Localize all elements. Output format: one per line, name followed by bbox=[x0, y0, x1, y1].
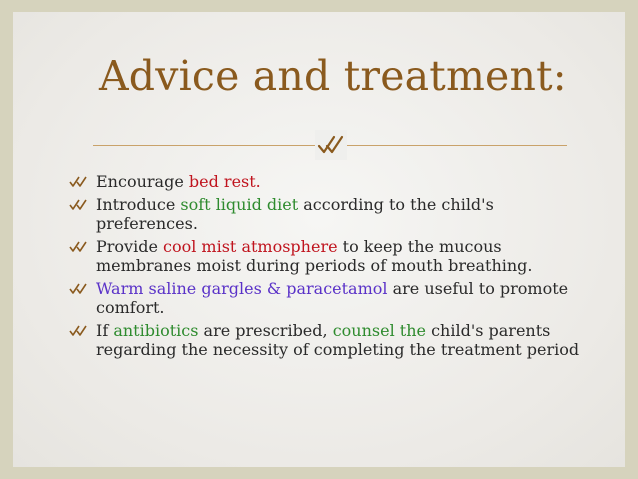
highlight-text: bed rest. bbox=[188, 172, 261, 191]
double-check-ornament-icon bbox=[315, 130, 347, 160]
double-check-bullet-icon bbox=[69, 199, 91, 211]
item-text: to keep the mucous membranes moist during periods of mouth breathing. bbox=[96, 236, 533, 275]
highlight-text: counsel the bbox=[332, 320, 426, 340]
highlight-text: Warm saline gargles & paracetamol bbox=[96, 278, 388, 298]
highlight-text: soft liquid diet bbox=[180, 194, 299, 214]
item-text: are prescribed, bbox=[198, 320, 333, 340]
list-item bbox=[69, 195, 589, 234]
double-check-bullet-icon bbox=[69, 283, 91, 295]
list-item bbox=[69, 321, 589, 360]
double-check-bullet-icon bbox=[69, 325, 91, 337]
item-text: If bbox=[96, 320, 114, 340]
advice-list bbox=[69, 172, 589, 363]
item-text: Encourage bbox=[96, 172, 189, 191]
list-item bbox=[69, 237, 589, 276]
highlight-text: antibiotics bbox=[113, 320, 199, 340]
item-text: Provide bbox=[96, 236, 163, 256]
slide bbox=[13, 12, 625, 467]
double-check-bullet-icon bbox=[69, 176, 91, 188]
list-item bbox=[69, 279, 589, 318]
item-text: according to the child's preferences. bbox=[96, 194, 494, 233]
item-text: are useful to promote comfort. bbox=[96, 278, 569, 317]
item-text: child's parents regarding the necessity of completing the treatment period bbox=[96, 320, 580, 359]
item-text: Introduce bbox=[96, 194, 181, 214]
list-item bbox=[69, 172, 589, 192]
slide-title: Advice and treatment: bbox=[99, 52, 567, 100]
highlight-text: cool mist atmosphere bbox=[163, 236, 338, 256]
double-check-bullet-icon bbox=[69, 241, 91, 253]
